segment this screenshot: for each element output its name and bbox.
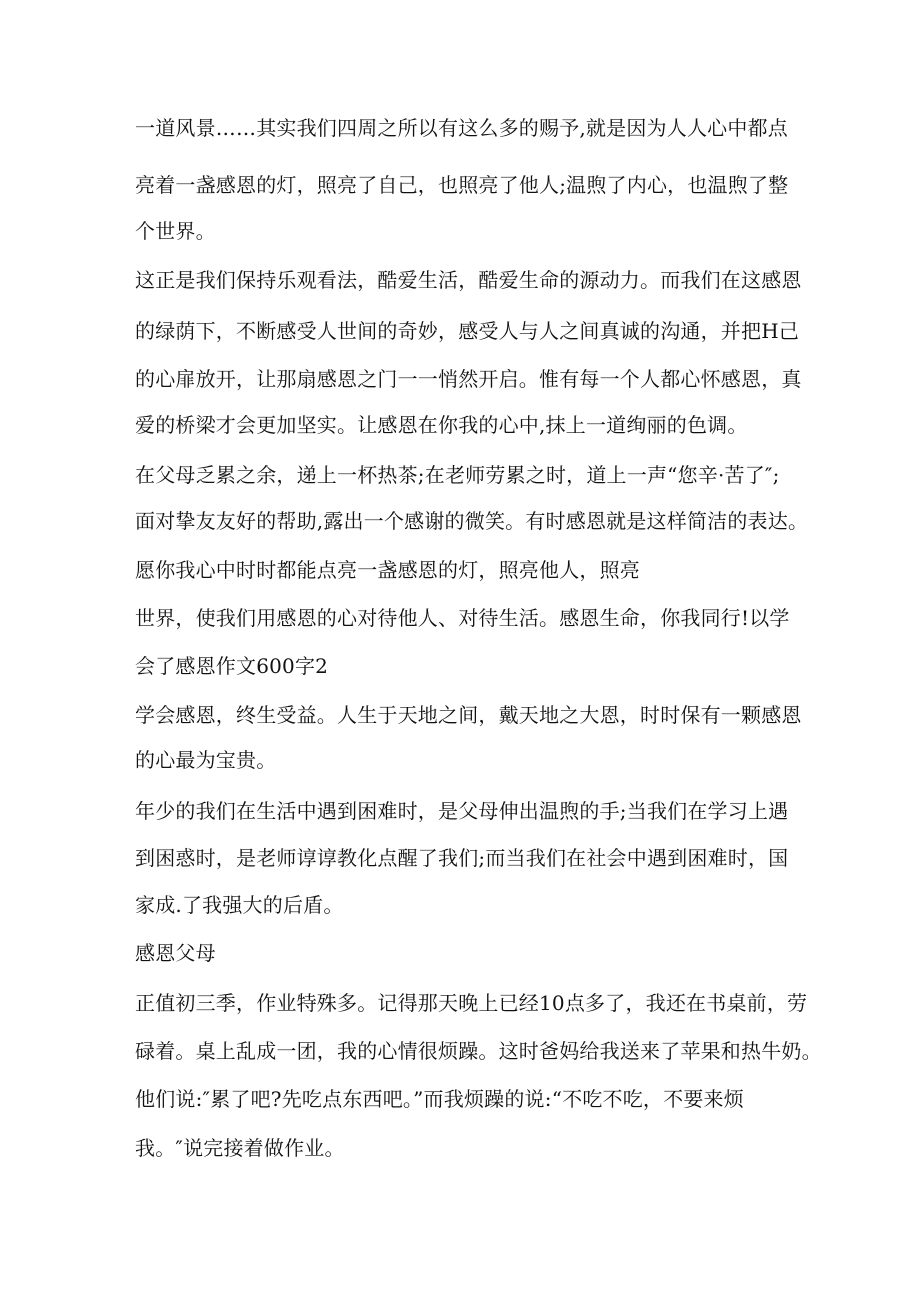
- text-line: 的心最为宝贵。: [135, 748, 277, 772]
- text-line: 他们说:″累了吧?先吃点东西吧。”而我烦躁的说:“不吃不吃，不要来烦: [135, 1087, 744, 1111]
- text-line: 一道风景……其实我们四周之所以有这么多的赐予,就是因为人人心中都点: [135, 116, 788, 140]
- text-line: 学会感恩，终生受益。人生于天地之间，戴天地之大恩，时时保有一颗感恩: [135, 703, 802, 727]
- text-line: 面对挚友友好的帮助,露出一个感谢的微笑。有时感恩就是这样简洁的表达。: [135, 509, 809, 533]
- text-line: 碌着。桌上乱成一团，我的心情很烦躁。这时爸妈给我送来了苹果和热牛奶。: [135, 1039, 822, 1063]
- text-line: 到困惑时，是老师谆谆教化点醒了我们;而当我们在社会中遇到困难时，国: [135, 846, 789, 870]
- text-line: 亮着一盏感恩的灯，照亮了自己，也照亮了他人;温煦了内心，也温煦了整: [135, 173, 789, 197]
- text-line: 家成.了我强大的后盾。: [135, 893, 344, 917]
- text-line: 的心扉放开，让那扇感恩之门一一悄然开启。惟有每一个人都心怀感恩，真: [135, 367, 802, 391]
- text-line: 个世界。: [135, 219, 216, 243]
- text-line: 的绿荫下，不断感受人世间的奇妙，感受人与人之间真诚的沟通，并把H己: [135, 319, 800, 343]
- text-line: 爱的桥梁才会更加坚实。让感恩在你我的心中,抹上一道绚丽的色调。: [135, 413, 748, 437]
- text-line: 愿你我心中时时都能点亮一盏感恩的灯，照亮他人，照亮: [135, 558, 640, 582]
- text-line: 我。″说完接着做作业。: [135, 1136, 345, 1160]
- text-line: 感恩父母: [135, 941, 216, 965]
- text-line: 这正是我们保持乐观看法，酷爱生活，酷爱生命的源动力。而我们在这感恩: [135, 268, 802, 292]
- text-line: 在父母乏累之余，递上一杯热茶;在老师劳累之时，道上一声“您辛·苦了″;: [135, 463, 780, 487]
- text-line: 世界，使我们用感恩的心对待他人、对待生活。感恩生命，你我同行!以学: [135, 606, 790, 630]
- text-line: 年少的我们在生活中遇到困难时，是父母伸出温煦的手;当我们在学习上遇: [135, 799, 789, 823]
- text-line: 会了感恩作文600字2: [135, 654, 329, 678]
- text-line: 正值初三季，作业特殊多。记得那天晚上已经10点多了，我还在书桌前，劳: [135, 991, 808, 1015]
